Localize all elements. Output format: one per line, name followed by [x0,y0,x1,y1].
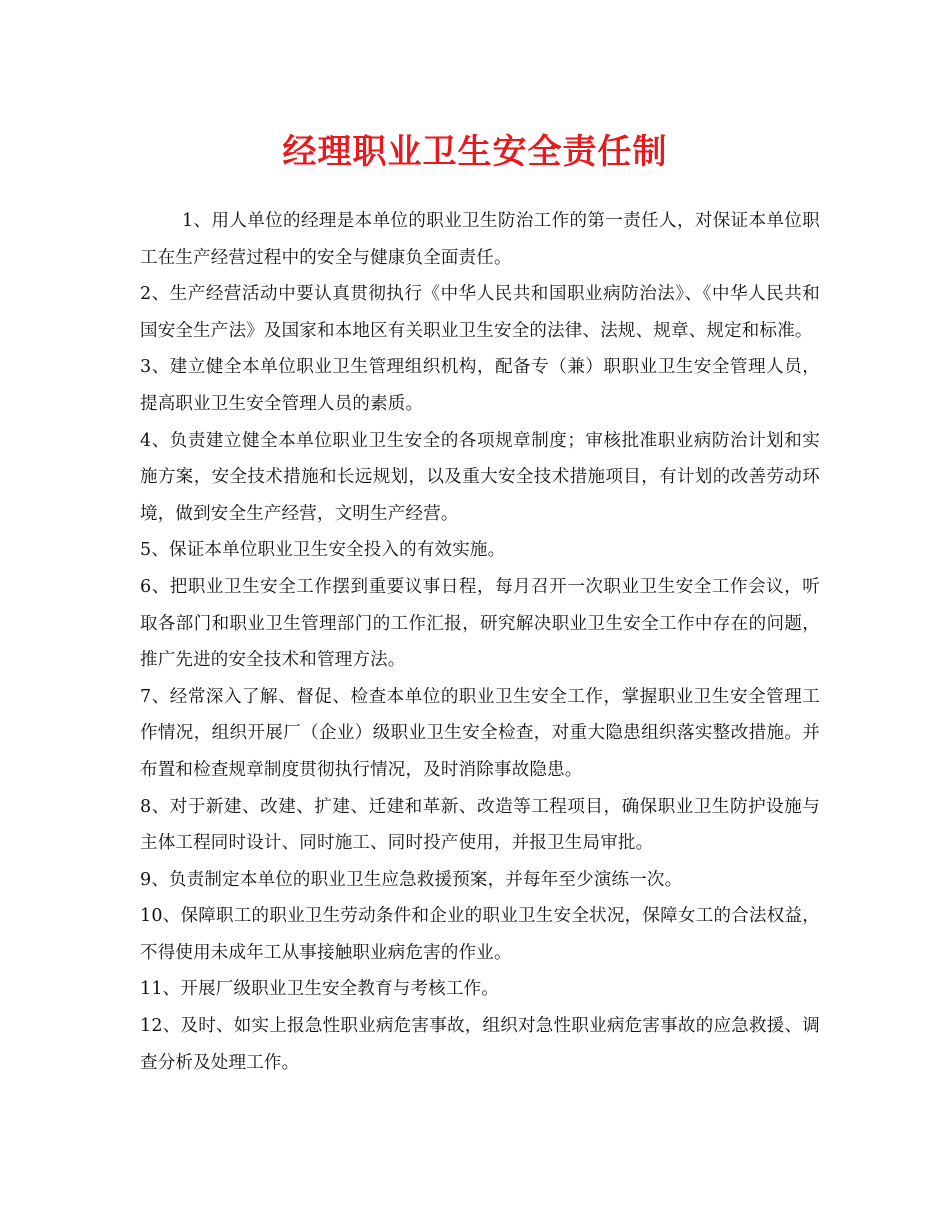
document-body [140,203,820,1081]
paragraph-9: 9、负责制定本单位的职业卫生应急救援预案，并每年至少演练一次。 [140,869,683,890]
paragraph-5: 5、保证本单位职业卫生安全投入的有效实施。 [140,540,506,561]
paragraph-6: 6、把职业卫生安全工作摆到重要议事日程，每月召开一次职业卫生安全工作会议，听取各部门和职业卫生管理部门的工作汇报，研究解决职业卫生安全工作中存在的问题，推广先进的安全技术和管理方法。 [140,576,820,671]
paragraph-4: 4、负责建立健全本单位职业卫生安全的各项规章制度；审核批准职业病防治计划和实施方案，安全技术措施和长远规划，以及重大安全技术措施项目，有计划的改善劳动环境，做到安全生产经营，文明生产经营。 [140,430,820,524]
paragraph-7: 7、经常深入了解、督促、检查本单位的职业卫生安全工作，掌握职业卫生安全管理工作情况，组织开展厂（企业）级职业卫生安全检查，对重大隐患组织落实整改措施。并布置和检查规章制度贯彻执行情况，及时消除事故隐患。 [140,686,820,780]
paragraph-10: 10、保障职工的职业卫生劳动条件和企业的职业卫生安全状况，保障女工的合法权益，不得使用未成年工从事接触职业病危害的作业。 [140,906,820,963]
paragraph-8: 8、对于新建、改建、扩建、迁建和革新、改造等工程项目，确保职业卫生防护设施与主体工程同时设计、同时施工、同时投产使用，并报卫生局审批。 [140,796,820,854]
paragraph-11: 11、开展厂级职业卫生安全教育与考核工作。 [140,979,499,1000]
paragraph-12: 12、及时、如实上报急性职业病危害事故，组织对急性职业病危害事故的应急救援、调查分析及处理工作。 [140,1016,820,1073]
document-title: 经理职业卫生安全责任制 [282,132,668,172]
paragraph-3: 3、建立健全本单位职业卫生管理组织机构，配备专（兼）职职业卫生安全管理人员，提高职业卫生安全管理人员的素质。 [140,357,820,414]
paragraph-1: 1、用人单位的经理是本单位的职业卫生防治工作的第一责任人，对保证本单位职工在生产经营过程中的安全与健康负全面责任。 [140,211,820,268]
paragraph-2: 2、生产经营活动中要认真贯彻执行《中华人民共和国职业病防治法》、《中华人民共和国安全生产法》及国家和本地区有关职业卫生安全的法律、法规、规章、规定和标准。 [140,284,820,341]
